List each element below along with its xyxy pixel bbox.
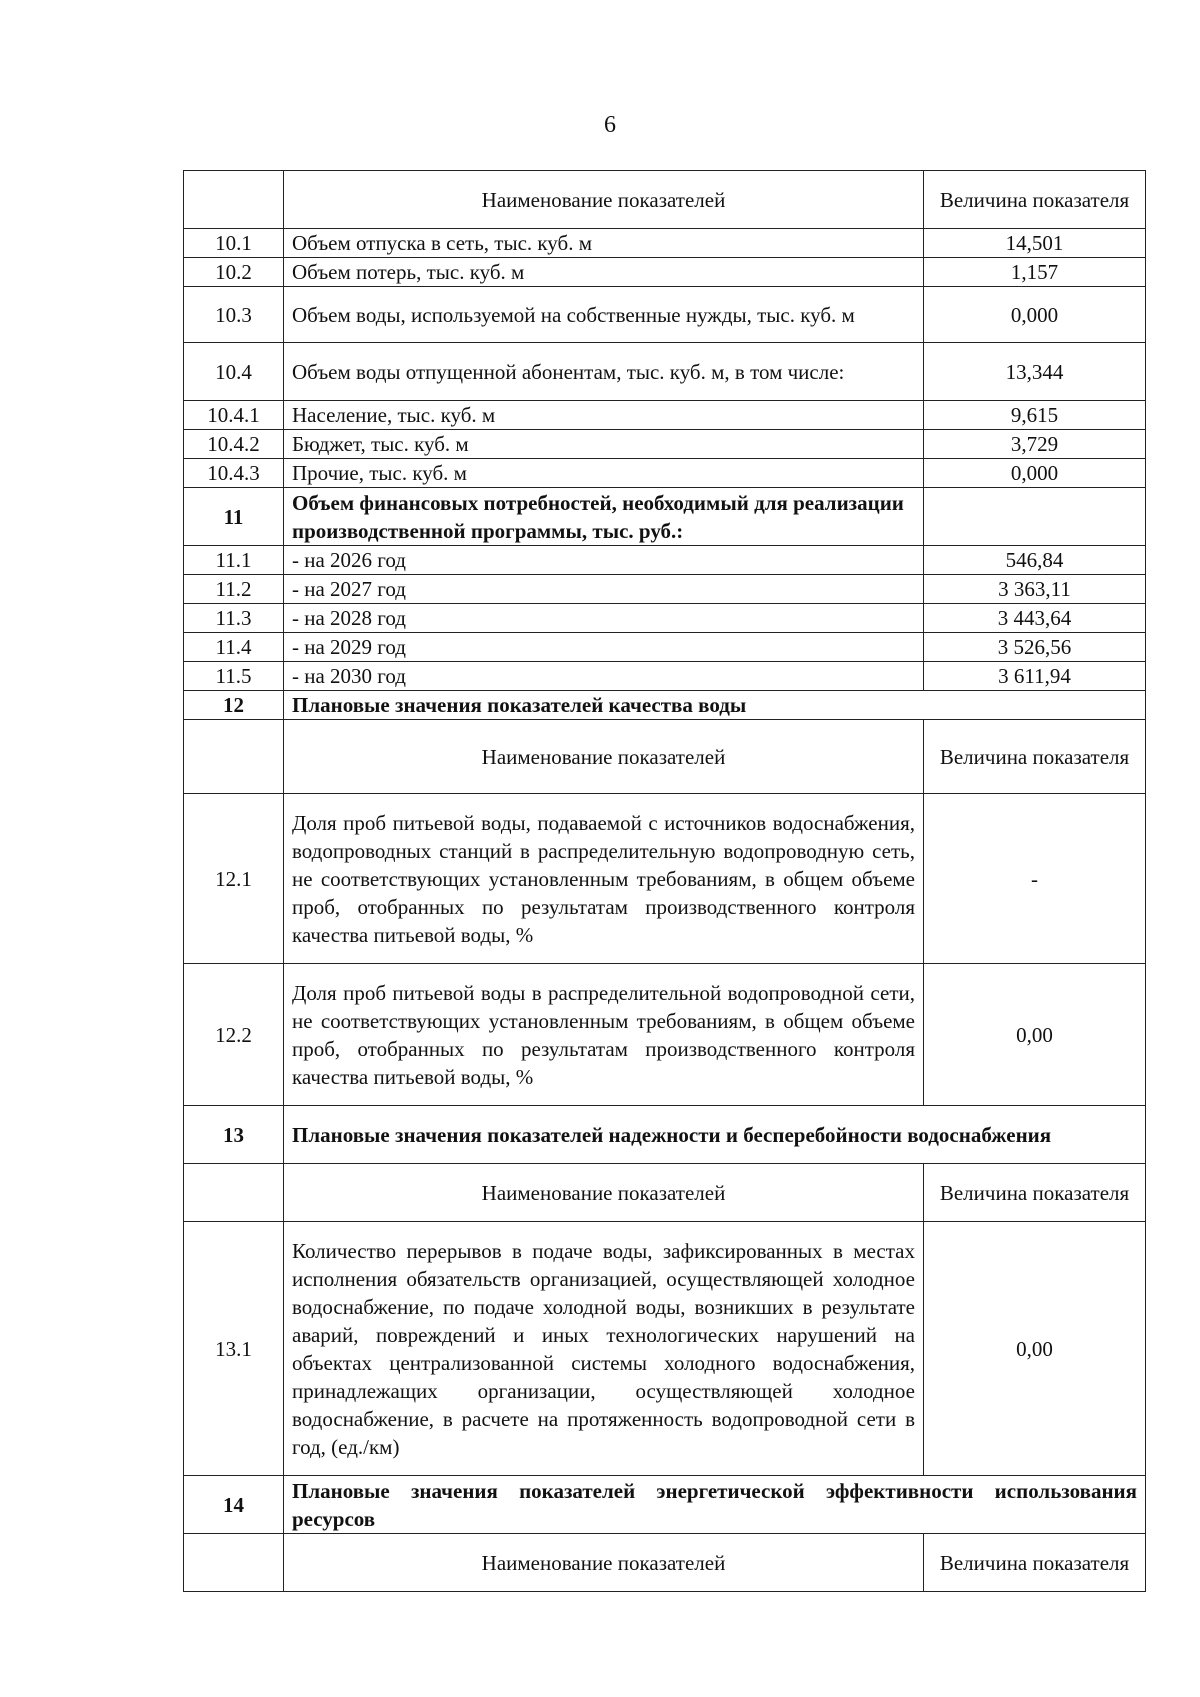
row-value: 9,615	[924, 401, 1146, 430]
row-description: - на 2026 год	[284, 546, 924, 575]
row-value: 3,729	[924, 430, 1146, 459]
header-name-cell: Наименование показателей	[284, 720, 924, 794]
row-number: 10.4.1	[184, 401, 284, 430]
section-number: 11	[184, 488, 284, 546]
header-value-cell: Величина показателя	[924, 1534, 1146, 1592]
row-number: 11.1	[184, 546, 284, 575]
row-value: -	[924, 794, 1146, 964]
section-row-11	[184, 488, 1146, 546]
table-row	[184, 794, 1146, 964]
row-value: 3 363,11	[924, 575, 1146, 604]
table-row	[184, 401, 1146, 430]
row-description: - на 2030 год	[284, 662, 924, 691]
row-description: - на 2027 год	[284, 575, 924, 604]
section-number: 13	[184, 1106, 284, 1164]
row-description: Доля проб питьевой воды в распределительной водопроводной сети, не соответствующих установленным требованиям, в общем объеме проб, отобранных по результатам производственного контроля качества питьевой воды, %	[284, 964, 924, 1106]
header-num-cell	[184, 1164, 284, 1222]
header-value-cell: Величина показателя	[924, 171, 1146, 229]
table-row	[184, 229, 1146, 258]
row-description: Объем потерь, тыс. куб. м	[284, 258, 924, 287]
row-number: 10.3	[184, 287, 284, 343]
section-title: Плановые значения показателей надежности и бесперебойности водоснабжения	[284, 1106, 1146, 1164]
header-value-cell: Величина показателя	[924, 720, 1146, 794]
row-value: 13,344	[924, 343, 1146, 401]
row-description: Объем воды отпущенной абонентам, тыс. куб. м, в том числе:	[284, 343, 924, 401]
row-description: Доля проб питьевой воды, подаваемой с источников водоснабжения, водопроводных станций в распределительную водопроводную сеть, не соответствующих установленным требованиям, в общем объеме проб, отобранных по результатам производственного контроля качества питьевой воды, %	[284, 794, 924, 964]
table-row	[184, 604, 1146, 633]
table-row	[184, 343, 1146, 401]
row-number: 10.1	[184, 229, 284, 258]
table-header-row	[184, 171, 1146, 229]
row-description: Объем воды, используемой на собственные нужды, тыс. куб. м	[284, 287, 924, 343]
table-row	[184, 964, 1146, 1106]
header-name-cell: Наименование показателей	[284, 171, 924, 229]
table-header-row	[184, 720, 1146, 794]
row-number: 10.4	[184, 343, 284, 401]
table-row	[184, 287, 1146, 343]
row-description: - на 2029 год	[284, 633, 924, 662]
row-value: 14,501	[924, 229, 1146, 258]
header-num-cell	[184, 171, 284, 229]
row-description: Объем отпуска в сеть, тыс. куб. м	[284, 229, 924, 258]
header-num-cell	[184, 720, 284, 794]
row-description: Население, тыс. куб. м	[284, 401, 924, 430]
row-number: 12.1	[184, 794, 284, 964]
page-number: 6	[604, 112, 616, 138]
row-number: 12.2	[184, 964, 284, 1106]
row-value: 3 526,56	[924, 633, 1146, 662]
indicators-table	[183, 170, 1146, 1592]
row-value: 0,000	[924, 287, 1146, 343]
row-number: 11.5	[184, 662, 284, 691]
row-number: 11.2	[184, 575, 284, 604]
row-number: 13.1	[184, 1222, 284, 1476]
row-description: Прочие, тыс. куб. м	[284, 459, 924, 488]
section-number: 12	[184, 691, 284, 720]
table-row	[184, 633, 1146, 662]
row-value: 0,00	[924, 964, 1146, 1106]
row-description: - на 2028 год	[284, 604, 924, 633]
table-row	[184, 258, 1146, 287]
row-value: 3 611,94	[924, 662, 1146, 691]
section-row-14	[184, 1476, 1146, 1534]
row-number: 10.2	[184, 258, 284, 287]
row-value: 1,157	[924, 258, 1146, 287]
section-row-12	[184, 691, 1146, 720]
row-value: 0,00	[924, 1222, 1146, 1476]
table-row	[184, 546, 1146, 575]
row-number: 10.4.3	[184, 459, 284, 488]
section-value-empty	[924, 488, 1146, 546]
table-row	[184, 430, 1146, 459]
header-name-cell: Наименование показателей	[284, 1534, 924, 1592]
section-title: Плановые значения показателей энергетической эффективности использования ресурсов	[284, 1476, 1146, 1534]
row-number: 11.3	[184, 604, 284, 633]
section-title: Плановые значения показателей качества воды	[284, 691, 1146, 720]
row-description: Бюджет, тыс. куб. м	[284, 430, 924, 459]
row-number: 10.4.2	[184, 430, 284, 459]
table-row	[184, 662, 1146, 691]
row-value: 0,000	[924, 459, 1146, 488]
row-number: 11.4	[184, 633, 284, 662]
header-num-cell	[184, 1534, 284, 1592]
row-value: 546,84	[924, 546, 1146, 575]
section-title: Объем финансовых потребностей, необходимый для реализации производственной программы, тыс. руб.:	[284, 488, 924, 546]
header-name-cell: Наименование показателей	[284, 1164, 924, 1222]
table-row	[184, 575, 1146, 604]
section-row-13	[184, 1106, 1146, 1164]
header-value-cell: Величина показателя	[924, 1164, 1146, 1222]
row-description: Количество перерывов в подаче воды, зафиксированных в местах исполнения обязательств организацией, осуществляющей холодное водоснабжение, по подаче холодной воды, возникших в результате аварий, повреждений и иных технологических нарушений на объектах централизованной системы холодного водоснабжения, принадлежащих организации, осуществляющей холодное водоснабжение, в расчете на протяженность водопроводной сети в год, (ед./км)	[284, 1222, 924, 1476]
row-value: 3 443,64	[924, 604, 1146, 633]
table-header-row	[184, 1534, 1146, 1592]
table-row	[184, 459, 1146, 488]
table-header-row	[184, 1164, 1146, 1222]
section-number: 14	[184, 1476, 284, 1534]
table-row	[184, 1222, 1146, 1476]
